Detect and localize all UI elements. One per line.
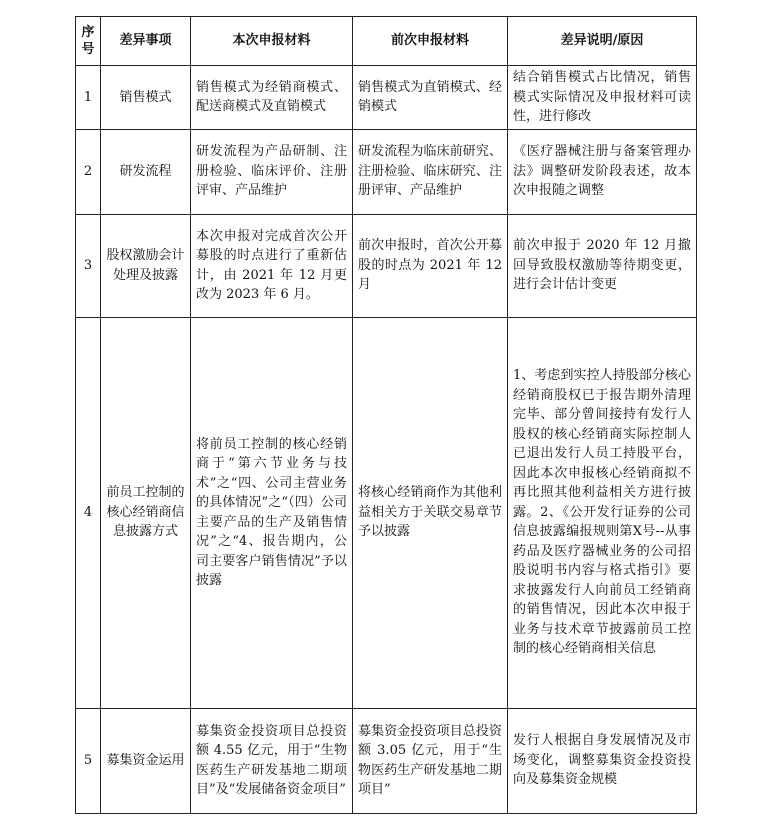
table-row <box>76 214 697 317</box>
row-current: 研发流程为产品研制、注册检验、临床评价、注册评审、产品维护 <box>191 129 353 214</box>
diff-table <box>75 16 697 814</box>
row-current: 本次申报对完成首次公开募股的时点进行了重新估计，由 2021 年 12 月更改为 2023 年 6 月。 <box>191 214 353 317</box>
row-item: 募集资金运用 <box>101 708 191 813</box>
table-row <box>76 317 697 708</box>
header-reason: 差异说明/原因 <box>508 17 697 66</box>
row-reason: 结合销售模式占比情况，销售模式实际情况及申报材料可读性，进行修改 <box>508 66 697 130</box>
row-item: 前员工控制的核心经销商信息披露方式 <box>101 317 191 708</box>
header-item: 差异事项 <box>101 17 191 66</box>
row-current: 募集资金投资项目总投资额 4.55 亿元，用于“生物医药生产研发基地二期项目”及“发展储备资金项目” <box>191 708 353 813</box>
row-no: 4 <box>76 317 101 708</box>
header-previous: 前次申报材料 <box>353 17 508 66</box>
row-no: 1 <box>76 66 101 130</box>
table-header-row <box>76 17 697 66</box>
table-row <box>76 66 697 130</box>
header-seq: 序号 <box>76 17 101 66</box>
row-item: 销售模式 <box>101 66 191 130</box>
row-no: 5 <box>76 708 101 813</box>
table-row <box>76 129 697 214</box>
header-current: 本次申报材料 <box>191 17 353 66</box>
row-previous: 募集资金投资项目总投资额 3.05 亿元，用于“生物医药生产研发基地二期项目” <box>353 708 508 813</box>
row-previous: 研发流程为临床前研究、注册检验、临床研究、注册评审、产品维护 <box>353 129 508 214</box>
row-item: 研发流程 <box>101 129 191 214</box>
row-item: 股权激励会计处理及披露 <box>101 214 191 317</box>
table-row <box>76 708 697 813</box>
row-reason: 《医疗器械注册与备案管理办法》调整研发阶段表述，故本次申报随之调整 <box>508 129 697 214</box>
row-previous: 前次申报时，首次公开募股的时点为 2021 年 12 月 <box>353 214 508 317</box>
row-reason: 发行人根据自身发展情况及市场变化，调整募集资金投资投向及募集资金规模 <box>508 708 697 813</box>
row-previous: 销售模式为直销模式、经销模式 <box>353 66 508 130</box>
row-current: 销售模式为经销商模式、配送商模式及直销模式 <box>191 66 353 130</box>
row-reason: 1、考虑到实控人持股部分核心经销商股权已于报告期外清理完毕、部分曾间接持有发行人股权的核心经销商实际控制人已退出发行人员工持股平台，因此本次申报核心经销商拟不再比照其他利益相关方进行披露。2、《公开发行证券的公司信息披露编报规则第X号--从事药品及医疗器械业务的公司招股说明书内容与格式指引》要求披露发行人向前员工经销商的销售情况，因此本次申报于业务与技术章节披露前员工控制的核心经销商相关信息 <box>508 317 697 708</box>
row-reason: 前次申报于 2020 年 12 月撤回导致股权激励等待期变更，进行会计估计变更 <box>508 214 697 317</box>
row-no: 3 <box>76 214 101 317</box>
row-current: 将前员工控制的核心经销商于“第六节业务与技术”之“四、公司主营业务的具体情况”之“（四）公司主要产品的生产及销售情况”之“4、报告期内，公司主要客户销售情况”予以披露 <box>191 317 353 708</box>
row-previous: 将核心经销商作为其他利益相关方于关联交易章节予以披露 <box>353 317 508 708</box>
row-no: 2 <box>76 129 101 214</box>
